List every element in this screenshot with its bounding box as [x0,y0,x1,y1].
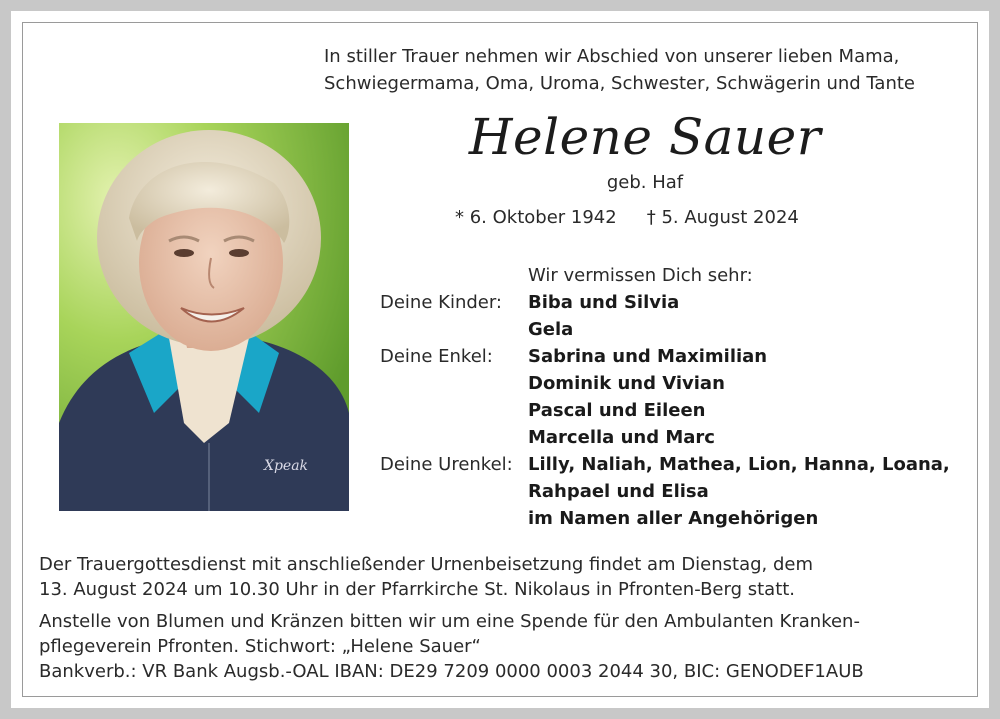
donation-notice [39,609,979,684]
intro-line-1: In stiller Trauer nehmen wir Abschied von unserer lieben Mama, [324,46,900,67]
intro-text [324,43,974,97]
service-notice [39,552,979,602]
family-member: Sabrina und Maximilian [528,346,768,367]
family-member: Biba und Silvia [528,292,680,313]
donation-line-2: pflegeverein Pfronten. Stichwort: „Helene Sauer“ [39,636,481,657]
deceased-name: Helene Sauer [468,108,822,166]
intro-line-2: Schwiegermama, Oma, Uroma, Schwester, Schwägerin und Tante [324,73,916,94]
death-date: † 5. August 2024 [646,207,799,228]
service-line-1: Der Trauergottesdienst mit anschließender Urnenbeisetzung findet am Dienstag, dem [39,554,814,575]
family-row [380,316,980,343]
family-row [380,451,980,478]
birth-date: * 6. Oktober 1942 [455,207,617,228]
family-intro-row [380,262,980,289]
life-dates [455,207,875,228]
family-row [380,397,980,424]
family-member: Dominik und Vivian [528,373,725,394]
birth-name: geb. Haf [606,172,684,193]
family-row [380,478,980,505]
family-member: Rahpael und Elisa [528,481,709,502]
portrait-photo [59,123,349,511]
family-member: Lilly, Naliah, Mathea, Lion, Hanna, Loana, [528,454,950,475]
service-line-2: 13. August 2024 um 10.30 Uhr in der Pfarrkirche St. Nikolaus in Pfronten-Berg statt. [39,579,796,600]
family-row [380,424,980,451]
family-member: Marcella und Marc [528,427,715,448]
bank-details: Bankverb.: VR Bank Augsb.-OAL IBAN: DE29 7209 0000 0003 2044 30, BIC: GENODEF1AUB [39,661,864,682]
family-row [380,505,980,532]
portrait-illustration [59,123,349,511]
family-label-children: Deine Kinder: [380,292,503,313]
family-row [380,370,980,397]
family-member: im Namen aller Angehörigen [528,508,819,529]
family-member: Pascal und Eileen [528,400,706,421]
jacket-logo-text: Xpeak [264,458,309,474]
family-label-grandchildren: Deine Enkel: [380,346,493,367]
donation-line-1: Anstelle von Blumen und Kränzen bitten wir um eine Spende für den Ambulanten Kranken- [39,611,860,632]
family-row [380,289,980,316]
family-label-great-grandchildren: Deine Urenkel: [380,454,513,475]
family-list [380,262,980,532]
family-member: Gela [528,319,574,340]
family-row [380,343,980,370]
family-intro: Wir vermissen Dich sehr: [528,265,753,286]
